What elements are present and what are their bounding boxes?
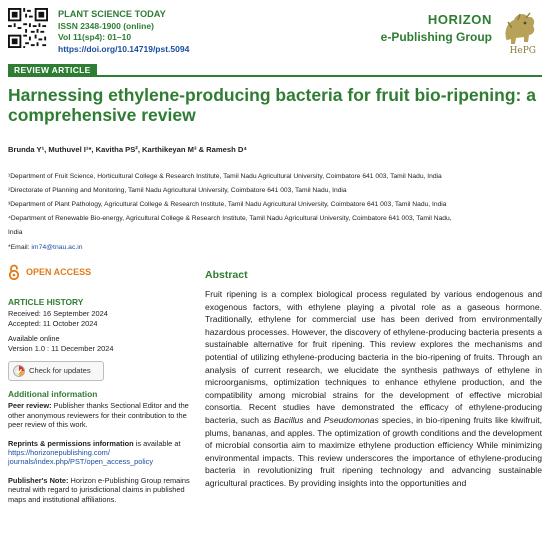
reprints-link-line-2: journals/index.php/PST/open_access_policy [8, 457, 154, 467]
article-title: Harnessing ethylene-producing bacteria for fruit bio-ripening: a comprehensive review [8, 85, 536, 125]
abstract-text-1: Fruit ripening is a complex biological process regulated by various endogenous and exogenous factors, with ethylene playing a pivotal role as a gaseous hormone. Traditionally, ethylene for commercial use has been derived from environmentally hazardous processes. However, the discovery of ethylene-producing bacteria presents a sustainable alternative for fruit ripening. This review explores the mechanisms and potential of utilizing ethylene-producing bacteria in the bio-ripening of fruits. Through an analysis of current research, we elucidate the synthesis pathways of ethylene in microorganisms, optimization techniques to enhance ethylene production, and the compatibility among microbial strains for the development of effective microbial consortia. Recent studies have demonstrated the efficacy of ethylene-producing bacteria, such as [205, 289, 542, 425]
affiliations [8, 170, 508, 240]
check-for-updates-button[interactable] [8, 361, 104, 381]
publisher-note-text: Horizon e-Publishing Group remains neutral with regard to jurisdictional claims in published maps and institutional affiliations. [8, 475, 190, 504]
corresponding-email [8, 244, 83, 251]
volume: Vol 11(sp4): 01–10 [58, 32, 132, 42]
qr-code-image [8, 8, 48, 48]
affiliation-2: ²Directorate of Planning and Monitoring, Tamil Nadu Agricultural University, Coimbatore 641 003, Tamil Nadu, India [8, 187, 347, 194]
affiliation-4: ⁴Department of Renewable Bio-energy, Agricultural College & Research Institute, Tamil Nadu Agricultural University, Coimbatore 641 003, Tamil Nadu, [8, 215, 452, 222]
abstract-heading: Abstract [205, 269, 248, 281]
peer-review-label: Peer review: [8, 401, 52, 411]
abstract-body [205, 288, 542, 490]
journal-name: PLANT SCIENCE TODAY [58, 9, 166, 19]
genus-pseudomonas: Pseudomonas [323, 414, 379, 425]
available-online: Available online [8, 334, 60, 344]
check-for-updates-label: Check for updates [29, 366, 91, 376]
genus-bacillus: Bacillus [273, 414, 304, 425]
article-type-bar [8, 64, 542, 77]
publisher-line-1: HORIZON [427, 12, 492, 27]
peer-review-text: Publisher thanks Sectional Editor and the other anonymous reviewers for their contribution to the peer review of this work. [8, 401, 189, 430]
spacer [8, 467, 193, 474]
sidebar [8, 298, 193, 504]
open-access-badge [8, 264, 91, 280]
reprints-label: Reprints & permissions information [8, 438, 134, 448]
issn: ISSN 2348-1900 (online) [58, 20, 154, 31]
affiliation-4-country: India [8, 229, 23, 236]
received-date: Received: 16 September 2024 [8, 309, 108, 319]
open-access-label: OPEN ACCESS [26, 267, 92, 277]
publisher-note [8, 476, 193, 504]
publisher-line-2: e-Publishing Group [380, 30, 492, 44]
article-history-heading: ARTICLE HISTORY [8, 297, 84, 307]
crossmark-icon [13, 365, 25, 377]
reprints-text: is available at [133, 438, 181, 448]
publisher-name [381, 12, 492, 44]
abstract-text-2: species, in bio-ripening fruits like kiwifruit, plums, bananas, and apples. The optimization of growth conditions and the development of microbial consortia aim to maximize ethylene production efficiency While minimizing environmental impacts. This review underscores the importance of ethylene-producing bacteria in revolutionizing fruit ripening technology and advancing sustainable agricultural practices. By providing insights into the opportunities and [205, 414, 543, 488]
version-date: Version 1.0 : 11 December 2024 [8, 343, 114, 353]
peer-review-note [8, 401, 193, 429]
author-list: Brunda Y¹, Muthuvel I¹*, Kavitha PS², Karthikeyan M³ & Ramesh D⁴ [8, 145, 248, 154]
doi-link[interactable]: https://doi.org/10.14719/pst.5094 [58, 43, 190, 54]
accepted-date: Accepted: 11 October 2024 [8, 318, 98, 328]
reprints-link-line-1: https://horizonepublishing.com/ [8, 448, 110, 458]
affiliation-1: ¹Department of Fruit Science, Horticultural College & Research Institute, Tamil Nadu Agricultural University, Coimbatore 641 003, Tamil Nadu, India [8, 173, 442, 180]
spacer [8, 430, 193, 437]
journal-meta [58, 9, 189, 55]
additional-information-heading: Additional information [8, 389, 98, 400]
review-article-badge: REVIEW ARTICLE [8, 64, 97, 77]
email-link[interactable]: im74@tnau.ac.in [31, 244, 83, 251]
open-lock-icon [8, 264, 20, 280]
affiliation-3: ³Department of Plant Pathology, Agricultural College & Research Institute, Tamil Nadu Agricultural University, Coimbatore 641 003, Tamil Nadu, India [8, 201, 447, 208]
abstract-and: and [303, 414, 324, 425]
email-label: *Email: [8, 244, 32, 251]
reprints-link[interactable] [8, 448, 153, 466]
logo-text: HePG [509, 46, 536, 56]
publisher-note-label: Publisher's Note: [8, 475, 69, 485]
reprints-note [8, 439, 193, 467]
